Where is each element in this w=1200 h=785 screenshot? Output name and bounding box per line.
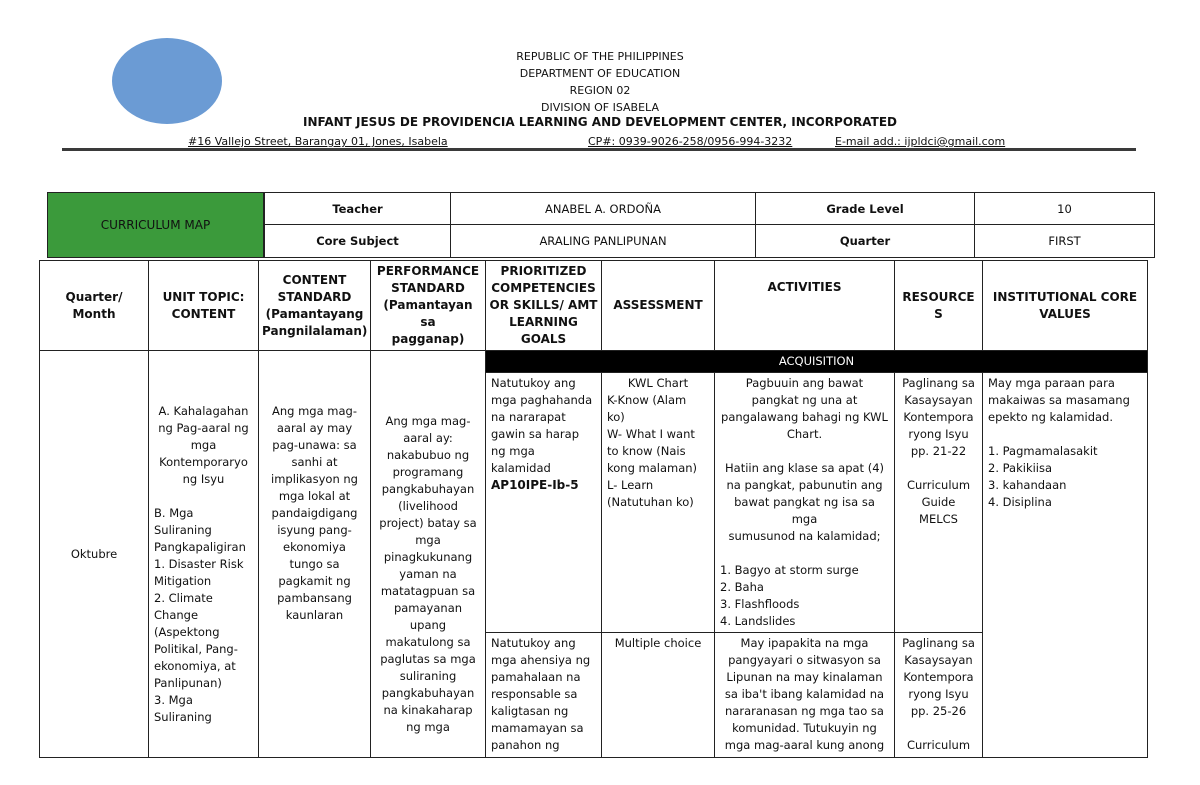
competency-cell-2: Natutukoy ang mga ahensiya ng pamahalaan na responsable sa kaligtasan ng mamamayan sa panahon ng <box>486 633 602 758</box>
activity-text: Pagbuuin ang bawat pangkat ng una at pangalawang bahagi ng KWL Chart. Hatiin ang klase sa apat (4) na pangkat, pabunutin ang bawat pangkat ng isa sa mga sumusunod na kalamidad; <box>721 376 888 543</box>
table-header-row <box>40 261 1148 351</box>
header-line-region: REGION 02 <box>569 84 631 97</box>
quarter-label: Quarter <box>755 224 975 258</box>
activity-cell-2: May ipapakita na mga pangyayari o sitwasyon sa Lipunan na may kinalaman sa iba't ibang kalamidad na nararanasan ng mga tao sa komunidad. Tutukuyin ng mga mag-aaral kung anong <box>715 633 895 758</box>
school-name: INFANT JESUS DE PROVIDENCIA LEARNING AND DEVELOPMENT CENTER, INCORPORATED <box>303 115 897 129</box>
assessment-cell <box>602 373 715 633</box>
unit-topic-a: A. Kahalagahan ng Pag-aaral ng mga Kontemporaryo ng Isyu <box>158 404 249 486</box>
grade-level-label: Grade Level <box>755 192 975 225</box>
header-divider <box>62 148 1136 151</box>
section-row <box>40 351 1148 373</box>
assessment-cell-2: Multiple choice <box>602 633 715 758</box>
quarter-value: FIRST <box>974 224 1155 258</box>
header-activities: ACTIVITIES <box>715 261 895 351</box>
header-performance-standard: PERFORMANCE STANDARD (Pamantayan sa pagganap) <box>371 261 486 351</box>
month-value: Oktubre <box>70 546 118 561</box>
header-competencies: PRIORITIZED COMPETENCIES OR SKILLS/ AMT LEARNING GOALS <box>486 261 602 351</box>
competency-code: AP10IPE-Ib-5 <box>491 478 579 492</box>
header-quarter-month: Quarter/ Month <box>40 261 149 351</box>
teacher-value: ANABEL A. ORDOÑA <box>450 192 756 225</box>
content-standard-cell: Ang mga mag- aaral ay may pag-unawa: sa sanhi at implikasyon ng mga lokal at pandaigdigang isyung pang- ekonomiya tungo sa pagkamit ng pambansang kaunlaran <box>259 351 371 758</box>
activity-cell <box>715 373 895 633</box>
activity-list: 1. Bagyo at storm surge 2. Baha 3. Flashfloods 4. Landslides <box>720 563 859 628</box>
month-cell <box>40 351 149 758</box>
competency-text: Natutukoy ang mga paghahanda na nararapat gawin sa harap ng mga kalamidad <box>491 376 593 475</box>
unit-topic-b: B. Mga Suliraning Pangkapaligiran 1. Disaster Risk Mitigation 2. Climate Change (Aspektong Politikal, Pang- ekonomiya, at Panlipunan) 3. Mga Suliraning <box>154 506 246 724</box>
acquisition-banner: ACQUISITION <box>486 351 1148 373</box>
core-values-cell: May mga paraan para makaiwas sa masamang epekto ng kalamidad. 1. Pagmamalasakit 2. Pakikiisa 3. kahandaan 4. Disiplina <box>983 373 1148 758</box>
curriculum-map-label: CURRICULUM MAP <box>47 192 264 258</box>
header-assessment: ASSESSMENT <box>602 261 715 351</box>
resources-cell-2: Paglinang sa Kasaysayan Kontempora ryong Isyu pp. 25-26 Curriculum <box>895 633 983 758</box>
header-line-division: DIVISION OF ISABELA <box>541 101 659 114</box>
core-subject-label: Core Subject <box>264 224 451 258</box>
school-email: E-mail add.: ijpldci@gmail.com <box>835 135 1006 148</box>
core-subject-value: ARALING PANLIPUNAN <box>450 224 756 258</box>
school-address: #16 Vallejo Street, Barangay 01, Jones, Isabela <box>188 135 448 148</box>
header-resources: RESOURCE S <box>895 261 983 351</box>
resources-cell: Paglinang sa Kasaysayan Kontempora ryong Isyu pp. 21-22 Curriculum Guide MELCS <box>895 373 983 633</box>
competency-cell <box>486 373 602 633</box>
curriculum-map-table <box>39 260 1148 758</box>
grade-level-value: 10 <box>974 192 1155 225</box>
header-line-deped: DEPARTMENT OF EDUCATION <box>519 67 681 80</box>
header-content-standard: CONTENT STANDARD (Pamantayang Pangnilalaman) <box>259 261 371 351</box>
header-core-values: INSTITUTIONAL CORE VALUES <box>983 261 1148 351</box>
unit-topic-cell <box>149 351 259 758</box>
teacher-label: Teacher <box>264 192 451 225</box>
header-line-republic: REPUBLIC OF THE PHILIPPINES <box>516 50 684 63</box>
assessment-title: KWL Chart <box>627 376 689 390</box>
assessment-body: K-Know (Alam ko) W- What I want to know (Nais kong malaman) L- Learn (Natutuhan ko) <box>607 393 698 509</box>
header-unit-topic: UNIT TOPIC: CONTENT <box>149 261 259 351</box>
school-contact: CP#: 0939-9026-258/0956-994-3232 <box>588 135 793 148</box>
performance-standard-cell: Ang mga mag- aaral ay: nakabubuo ng programang pangkabuhayan (livelihood project) batay sa mga pinagkukunang yaman na matatagpuan sa pamayanan upang makatulong sa paglutas sa mga suliraning pangkabuhayan na kinakaharap ng mga <box>371 351 486 758</box>
